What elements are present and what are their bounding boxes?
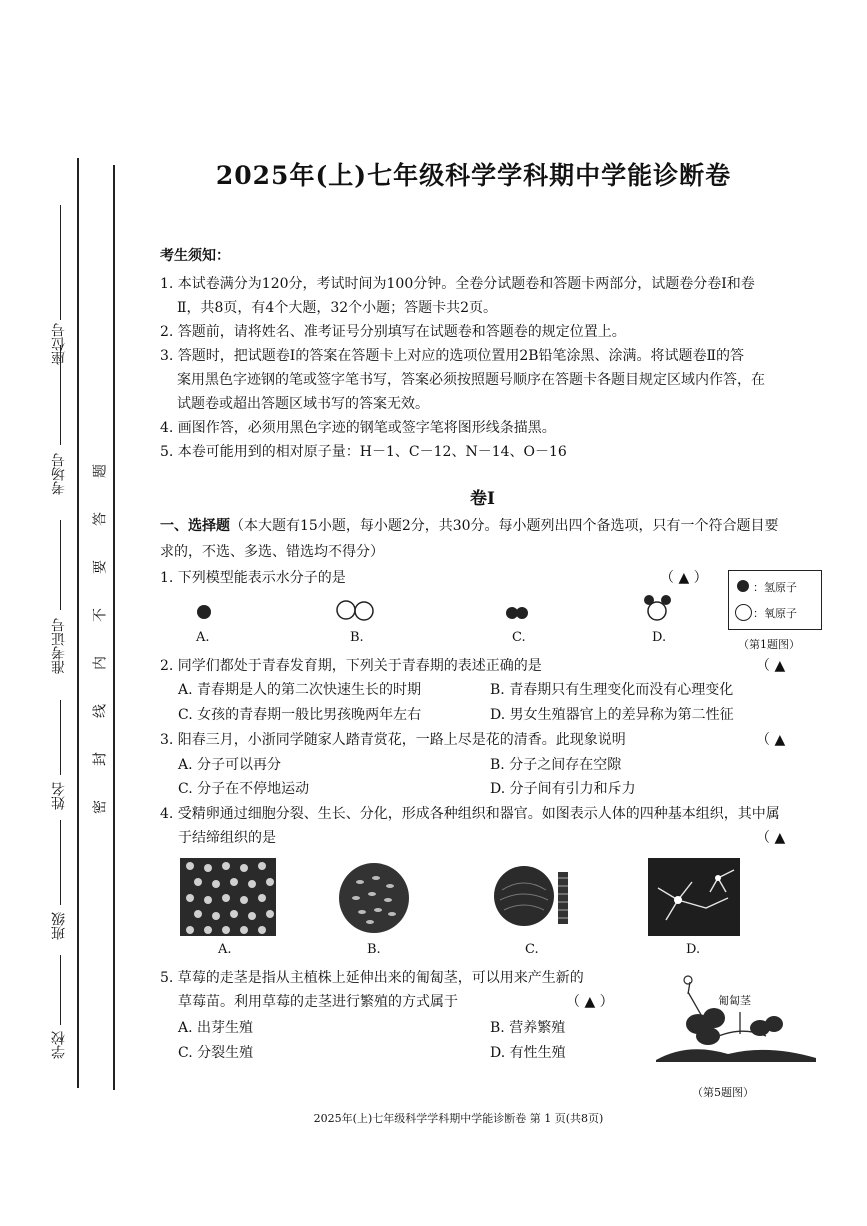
name-label: 姓名 [51,782,67,810]
hydrogen-atom-icon [737,580,749,592]
q2-option-b[interactable]: B. 青春期只有生理变化而没有心理变化 [490,682,734,698]
notice-line: 5. 本卷可能用到的相对原子量：H－1、C－12、N－14、O－16 [160,444,567,460]
room-label: 考场号 [51,453,67,495]
q1-stem: 1. 下列模型能表示水分子的是 [160,570,346,586]
notice-line: 3. 答题时，把试题卷Ⅰ的答案在答题卡上对应的选项位置用2B铅笔涂黑、涂满。将试题卷Ⅱ的答 [160,348,745,364]
class-field[interactable] [52,820,72,950]
q5-caption: （第5题图） [692,1086,754,1099]
q5-stem-2: 草莓苗。利用草莓的走茎进行繁殖的方式属于 [178,994,458,1010]
q3-stem: 3. 阳春三月，小浙同学随家人踏青赏花，一路上尽是花的清香。此现象说明 [160,732,626,748]
section1-desc-1: （本大题有15小题，每小题2分，共30分。每小题列出四个备选项，只有一个符合题目要 [230,518,779,534]
q2-option-c[interactable]: C. 女孩的青春期一般比男孩晚两年左右 [178,707,422,723]
q4-option-a[interactable]: A. [218,942,232,957]
class-label: 班级 [51,912,67,940]
q5-figure-label: 匍匐茎 [718,994,751,1007]
q4-option-c[interactable]: C. [525,942,539,957]
q4-stem-1: 4. 受精卵通过细胞分裂、生长、分化，形成各种组织和器官。如图表示人体的四种基本组织，其中属 [160,806,780,822]
binding-line-inner [113,165,115,1090]
q1-legend-box [728,570,822,630]
page-title: 2025年(上)七年级科学学科期中学能诊断卷 [215,161,732,190]
q3-option-b[interactable]: B. 分子之间存在空隙 [490,757,622,773]
q1-a-atom [197,605,211,619]
notice-line: 4. 画图作答，必须用黑色字迹的钢笔或签字笔将图形线条描黑。 [160,420,556,436]
q3-option-a[interactable]: A. 分子可以再分 [178,757,282,773]
room-field[interactable] [52,345,72,510]
q2-stem: 2. 同学们都处于青春发育期，下列关于青春期的表述正确的是 [160,658,542,674]
q5-answer-blank[interactable]: （ ▲ ） [566,994,614,1010]
q1-option-d[interactable]: D. [652,630,667,645]
q4-option-b[interactable]: B. [367,942,381,957]
section1-heading: 一、选择题 [160,518,230,534]
q4-tissue-a-image [180,858,276,936]
q1-d-atom-o [648,602,666,620]
q1-d-atom-h2 [661,595,671,605]
q2-option-a[interactable]: A. 青春期是人的第二次快速生长的时期 [178,682,422,698]
q2-answer-blank[interactable]: （ ▲ [756,658,786,674]
school-field[interactable] [52,955,72,1065]
q4-tissue-b-image [336,860,412,936]
q4-answer-blank[interactable]: （ ▲ [756,830,786,846]
q1-option-c[interactable]: C. [512,630,526,645]
school-label: 学校 [51,1031,67,1059]
q1-c-atom2 [516,607,528,619]
section1-desc [160,516,779,536]
q4-tissue-c-image [492,860,574,936]
q2-option-d[interactable]: D. 男女生殖器官上的差异称为第二性征 [490,707,734,723]
q5-strawberry-figure [648,972,818,1062]
seat-label: 座位号 [51,323,67,365]
q3-option-c[interactable]: C. 分子在不停地运动 [178,781,310,797]
q4-stem-2: 于结缔组织的是 [178,830,276,846]
q1-b-atom2 [355,602,373,620]
q5-option-d[interactable]: D. 有性生殖 [490,1045,566,1061]
notice-heading: 考生须知： [160,248,230,264]
notice-line: 1. 本试卷满分为120分，考试时间为100分钟。全卷分试题卷和答题卡两部分，试题卷分卷Ⅰ和卷 [160,276,755,292]
q5-stem-1: 5. 草莓的走茎是指从主植株上延伸出来的匍匐茎，可以用来产生新的 [160,970,584,986]
q5-option-b[interactable]: B. 营养繁殖 [490,1020,566,1036]
q1-legend-o: ：氧原子 [753,607,797,620]
q4-option-d[interactable]: D. [686,942,701,957]
oxygen-atom-icon [735,604,752,621]
notice-line: 案用黑色字迹钢的笔或签字笔书写，答案必须按照题号顺序在答题卡各题目规定区域内作答，在 [177,372,765,388]
q5-option-a[interactable]: A. 出芽生殖 [178,1020,254,1036]
q1-options-figure [160,590,730,650]
section-title: 卷Ⅰ [470,489,495,509]
notice-line: 试题卷或超出答题区域书写的答案无效。 [177,396,429,412]
notice-line: Ⅱ，共8页，有4个大题，32个小题；答题卡共2页。 [177,300,498,316]
q5-option-c[interactable]: C. 分裂生殖 [178,1045,254,1061]
section1-desc-2: 求的，不选、多选、错选均不得分） [160,544,384,560]
binding-line-outer [77,158,79,1088]
name-field[interactable] [52,700,72,820]
notice-list [160,272,765,464]
exam-id-label: 准考证号 [51,618,67,674]
q3-answer-blank[interactable]: （ ▲ [756,732,786,748]
page-footer: 2025年(上)七年级科学学科期中学能诊断卷 第 1 页(共8页) [313,1112,604,1125]
q1-caption: （第1题图） [738,638,800,651]
q4-tissue-d-image [648,858,740,936]
exam-id-field[interactable] [52,520,72,690]
q1-option-a[interactable]: A. [196,630,210,645]
q1-option-b[interactable]: B. [350,630,364,645]
q3-option-d[interactable]: D. 分子间有引力和斥力 [490,781,636,797]
notice-line: 2. 答题前，请将姓名、准考证号分别填写在试题卷和答题卷的规定位置上。 [160,324,626,340]
q1-b-atom1 [337,601,355,619]
q1-answer-blank[interactable]: （ ▲ ） [660,570,708,586]
q1-legend-h: ：氢原子 [753,581,797,594]
